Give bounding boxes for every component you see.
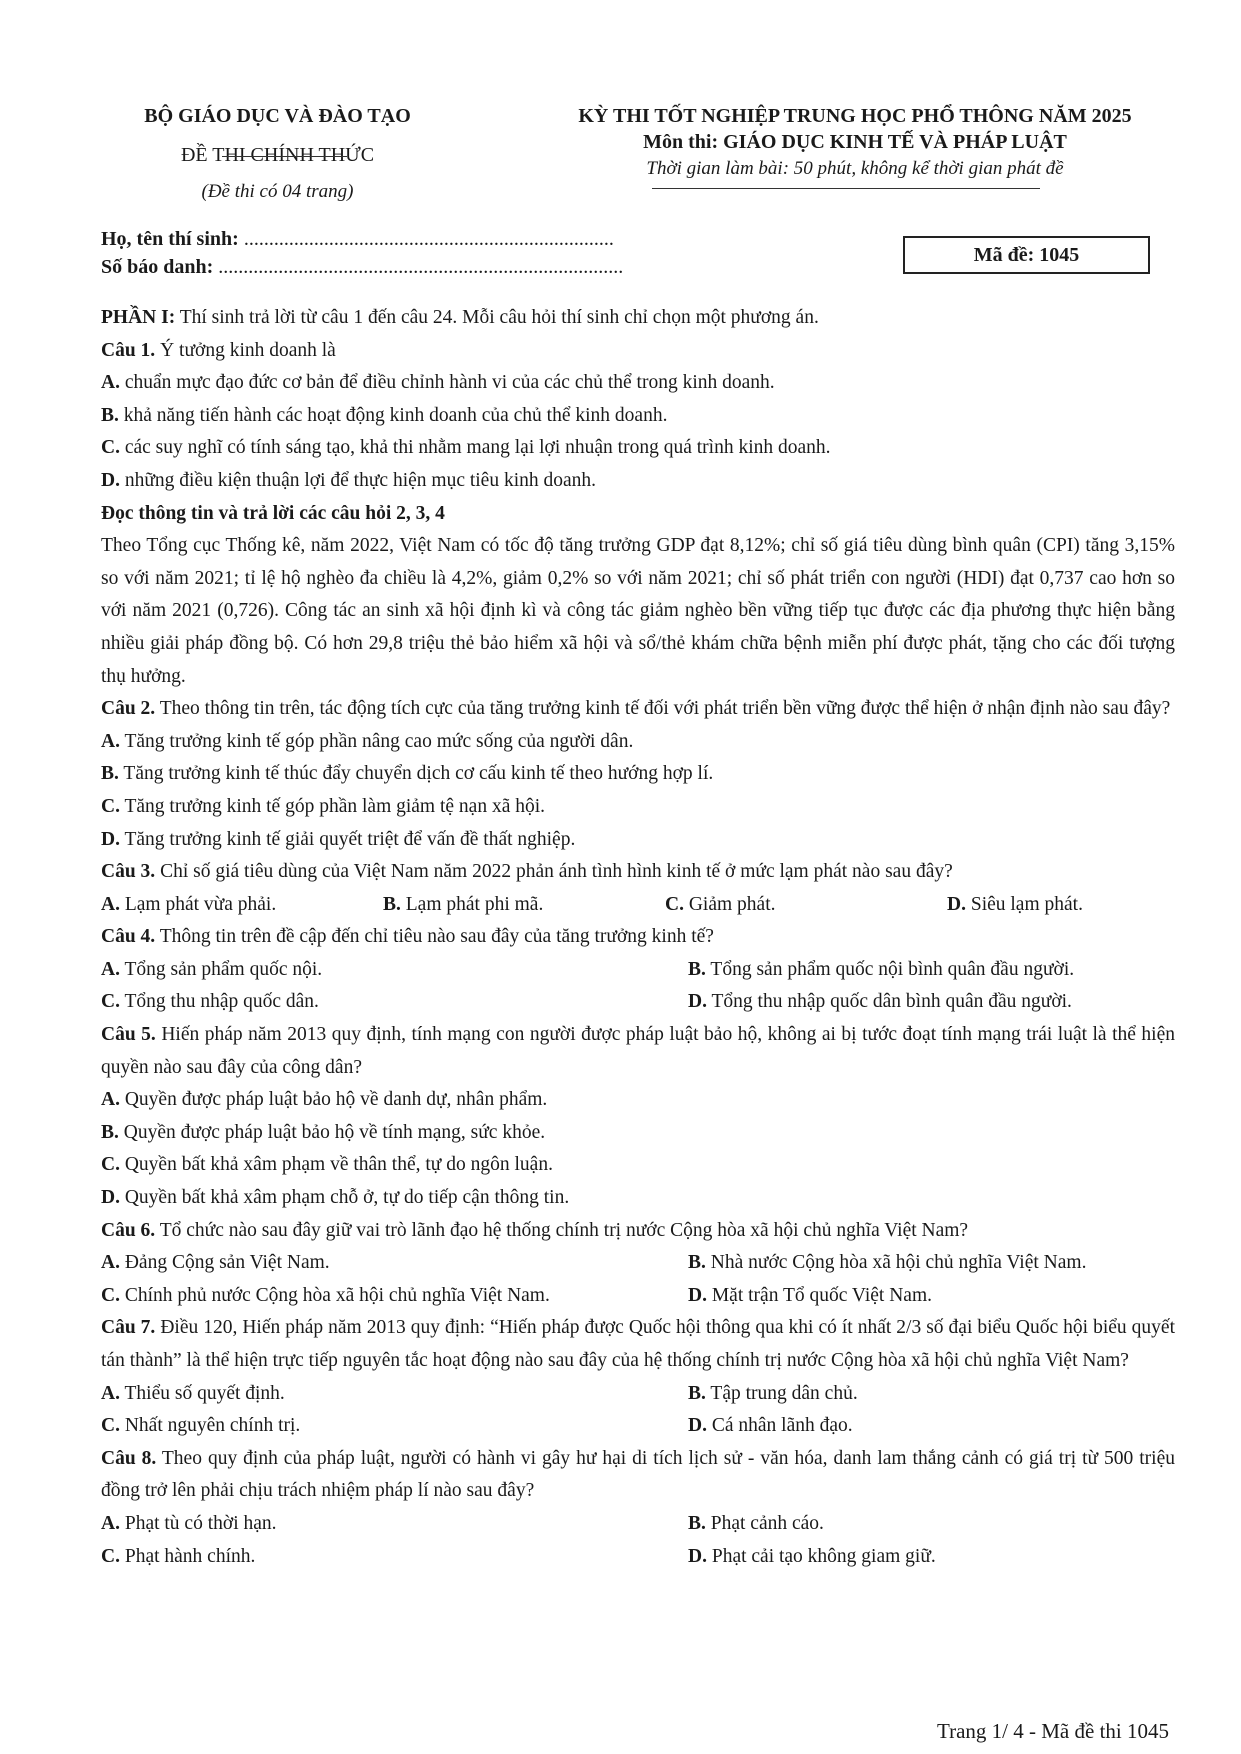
- divider: [652, 188, 1040, 189]
- candidate-id-label: Số báo danh:: [101, 256, 214, 278]
- answer-row: [101, 1541, 1175, 1574]
- reading-title: Đọc thông tin và trả lời các câu hỏi 2, 3, 4: [101, 502, 445, 524]
- answer-option[interactable]: A. Lạm phát vừa phải.: [101, 893, 277, 915]
- candidate-id-line: [101, 254, 623, 280]
- answer-option[interactable]: C. Quyền bất khả xâm phạm về thân thể, tự do ngôn luận.: [101, 1154, 553, 1176]
- header-right: [505, 104, 1205, 181]
- answer-option[interactable]: B. Quyền được pháp luật bảo hộ về tính mạng, sức khỏe.: [101, 1121, 546, 1143]
- question-2: Câu 2. Theo thông tin trên, tác động tích cực của tăng trưởng kinh tế đối với phát triển bền vững được thể hiện ở nhận định nào sau đây?: [101, 698, 1171, 720]
- question-4: Câu 4. Thông tin trên đề cập đến chỉ tiêu nào sau đây của tăng trưởng kinh tế?: [101, 926, 714, 948]
- candidate-name-label: Họ, tên thí sinh:: [101, 228, 239, 250]
- answer-row: [101, 1410, 1175, 1443]
- answer-option[interactable]: D. Phạt cải tạo không giam giữ.: [688, 1545, 936, 1567]
- answer-row: [101, 1378, 1175, 1411]
- answer-option[interactable]: B. khả năng tiến hành các hoạt động kinh doanh của chủ thể kinh doanh.: [101, 404, 668, 426]
- answer-option[interactable]: B. Nhà nước Cộng hòa xã hội chủ nghĩa Việt Nam.: [688, 1252, 1087, 1274]
- question-6: Câu 6. Tổ chức nào sau đây giữ vai trò lãnh đạo hệ thống chính trị nước Cộng hòa xã hội chủ nghĩa Việt Nam?: [101, 1219, 969, 1241]
- answer-option[interactable]: D. Tổng thu nhập quốc dân bình quân đầu người.: [688, 991, 1072, 1013]
- answer-option[interactable]: B. Tổng sản phẩm quốc nội bình quân đầu người.: [688, 958, 1075, 980]
- answer-option[interactable]: D. những điều kiện thuận lợi để thực hiện mục tiêu kinh doanh.: [101, 469, 597, 491]
- answer-option[interactable]: A. Tăng trưởng kinh tế góp phần nâng cao mức sống của người dân.: [101, 730, 634, 752]
- ministry-name: BỘ GIÁO DỤC VÀ ĐÀO TẠO: [144, 105, 411, 127]
- answer-option[interactable]: A. chuẩn mực đạo đức cơ bản để điều chỉnh hành vi của các chủ thể trong kinh doanh.: [101, 372, 775, 394]
- header-left: [90, 104, 465, 204]
- exam-title: KỲ THI TỐT NGHIỆP TRUNG HỌC PHỔ THÔNG NĂM 2025: [578, 105, 1132, 127]
- candidate-name-line: [101, 226, 614, 252]
- answer-option[interactable]: B. Phạt cảnh cáo.: [688, 1512, 824, 1534]
- page-count-note: (Đề thi có 04 trang): [201, 181, 354, 202]
- divider: [222, 156, 347, 157]
- answer-option[interactable]: C. Giảm phát.: [665, 893, 776, 915]
- answer-option[interactable]: B. Lạm phát phi mã.: [383, 893, 544, 915]
- candidate-name-field[interactable]: ..........................................................................: [238, 228, 614, 250]
- answer-option[interactable]: D. Mặt trận Tổ quốc Việt Nam.: [688, 1284, 932, 1306]
- answer-option[interactable]: A. Quyền được pháp luật bảo hộ về danh dự, nhân phẩm.: [101, 1089, 548, 1111]
- answer-option[interactable]: D. Quyền bất khả xâm phạm chỗ ở, tự do tiếp cận thông tin.: [101, 1187, 570, 1209]
- question-5: Câu 5. Hiến pháp năm 2013 quy định, tính mạng con người được pháp luật bảo hộ, không ai bị tước đoạt tính mạng trái luật là thể hiện quyền nào sau đây của công dân?: [101, 1024, 1175, 1078]
- answer-option[interactable]: B. Tăng trưởng kinh tế thúc đẩy chuyển dịch cơ cấu kinh tế theo hướng hợp lí.: [101, 763, 714, 785]
- answer-row: [101, 1247, 1175, 1280]
- question-3: Câu 3. Chỉ số giá tiêu dùng của Việt Nam năm 2022 phản ánh tình hình kinh tế ở mức lạm phát nào sau đây?: [101, 861, 953, 883]
- answer-option[interactable]: A. Phạt tù có thời hạn.: [101, 1512, 277, 1534]
- answer-option[interactable]: B. Tập trung dân chủ.: [688, 1382, 858, 1404]
- answer-option[interactable]: A. Tổng sản phẩm quốc nội.: [101, 958, 323, 980]
- exam-code-box: Mã đề: 1045: [903, 236, 1150, 274]
- answer-option[interactable]: C. Tăng trưởng kinh tế góp phần làm giảm tệ nạn xã hội.: [101, 795, 546, 817]
- answer-option[interactable]: C. các suy nghĩ có tính sáng tạo, khả thi nhằm mang lại lợi nhuận trong quá trình kinh doanh.: [101, 437, 831, 459]
- answer-option[interactable]: C. Tổng thu nhập quốc dân.: [101, 991, 319, 1013]
- exam-type: ĐỀ THI CHÍNH THỨC: [180, 144, 375, 166]
- duration: Thời gian làm bài: 50 phút, không kể thời gian phát đề: [646, 158, 1064, 179]
- answer-row: [101, 889, 1175, 922]
- reading-passage: Theo Tổng cục Thống kê, năm 2022, Việt Nam có tốc độ tăng trưởng GDP đạt 8,12%; chỉ số giá tiêu dùng bình quân (CPI) tăng 3,15% so với năm 2021; tỉ lệ hộ nghèo đa chiều là 4,2%, giảm 0,2% so với năm 2021; chỉ số phát triển con người (HDI) đạt 0,737 cao hơn so với năm 2021 (0,726). Công tác an sinh xã hội định kì và công tác giảm nghèo bền vững tiếp tục được các địa phương thực hiện bằng nhiều giải pháp đồng bộ. Có hơn 29,8 triệu thẻ bảo hiểm xã hội và sổ/thẻ khám chữa bệnh miễn phí được phát, tặng cho các đối tượng thụ hưởng.: [101, 535, 1175, 687]
- answer-row: [101, 986, 1175, 1019]
- part-instruction: PHẦN I: Thí sinh trả lời từ câu 1 đến câu 24. Mỗi câu hỏi thí sinh chỉ chọn một phương án.: [101, 307, 819, 328]
- answer-option[interactable]: C. Nhất nguyên chính trị.: [101, 1415, 301, 1437]
- answer-option[interactable]: C. Chính phủ nước Cộng hòa xã hội chủ nghĩa Việt Nam.: [101, 1284, 550, 1306]
- answer-option[interactable]: C. Phạt hành chính.: [101, 1545, 256, 1567]
- answer-option[interactable]: D. Siêu lạm phát.: [947, 893, 1083, 915]
- question-1: Câu 1. Ý tưởng kinh doanh là: [101, 339, 336, 361]
- answer-row: [101, 1280, 1175, 1313]
- exam-content: [101, 302, 1175, 1573]
- answer-option[interactable]: D. Cá nhân lãnh đạo.: [688, 1415, 853, 1437]
- answer-option[interactable]: A. Thiểu số quyết định.: [101, 1382, 285, 1404]
- answer-option[interactable]: D. Tăng trưởng kinh tế giải quyết triệt để vấn đề thất nghiệp.: [101, 828, 576, 850]
- question-7: Câu 7. Điều 120, Hiến pháp năm 2013 quy định: “Hiến pháp được Quốc hội thông qua khi có ít nhất 2/3 số đại biểu Quốc hội biểu quyết tán thành” là thể hiện trực tiếp nguyên tắc hoạt động nào sau đây của hệ thống chính trị nước Cộng hòa xã hội chủ nghĩa Việt Nam?: [101, 1317, 1175, 1371]
- subject: Môn thi: GIÁO DỤC KINH TẾ VÀ PHÁP LUẬT: [643, 131, 1067, 153]
- answer-option[interactable]: A. Đảng Cộng sản Việt Nam.: [101, 1252, 330, 1274]
- question-8: Câu 8. Theo quy định của pháp luật, người có hành vi gây hư hại di tích lịch sử - văn hóa, danh lam thắng cảnh có giá trị từ 500 triệu đồng trở lên phải chịu trách nhiệm pháp lí nào sau đây?: [101, 1447, 1175, 1502]
- answer-row: [101, 954, 1175, 987]
- candidate-id-field[interactable]: .................................................................................: [213, 256, 624, 278]
- page-footer: Trang 1/ 4 - Mã đề thi 1045: [937, 1719, 1169, 1743]
- answer-row: [101, 1508, 1175, 1541]
